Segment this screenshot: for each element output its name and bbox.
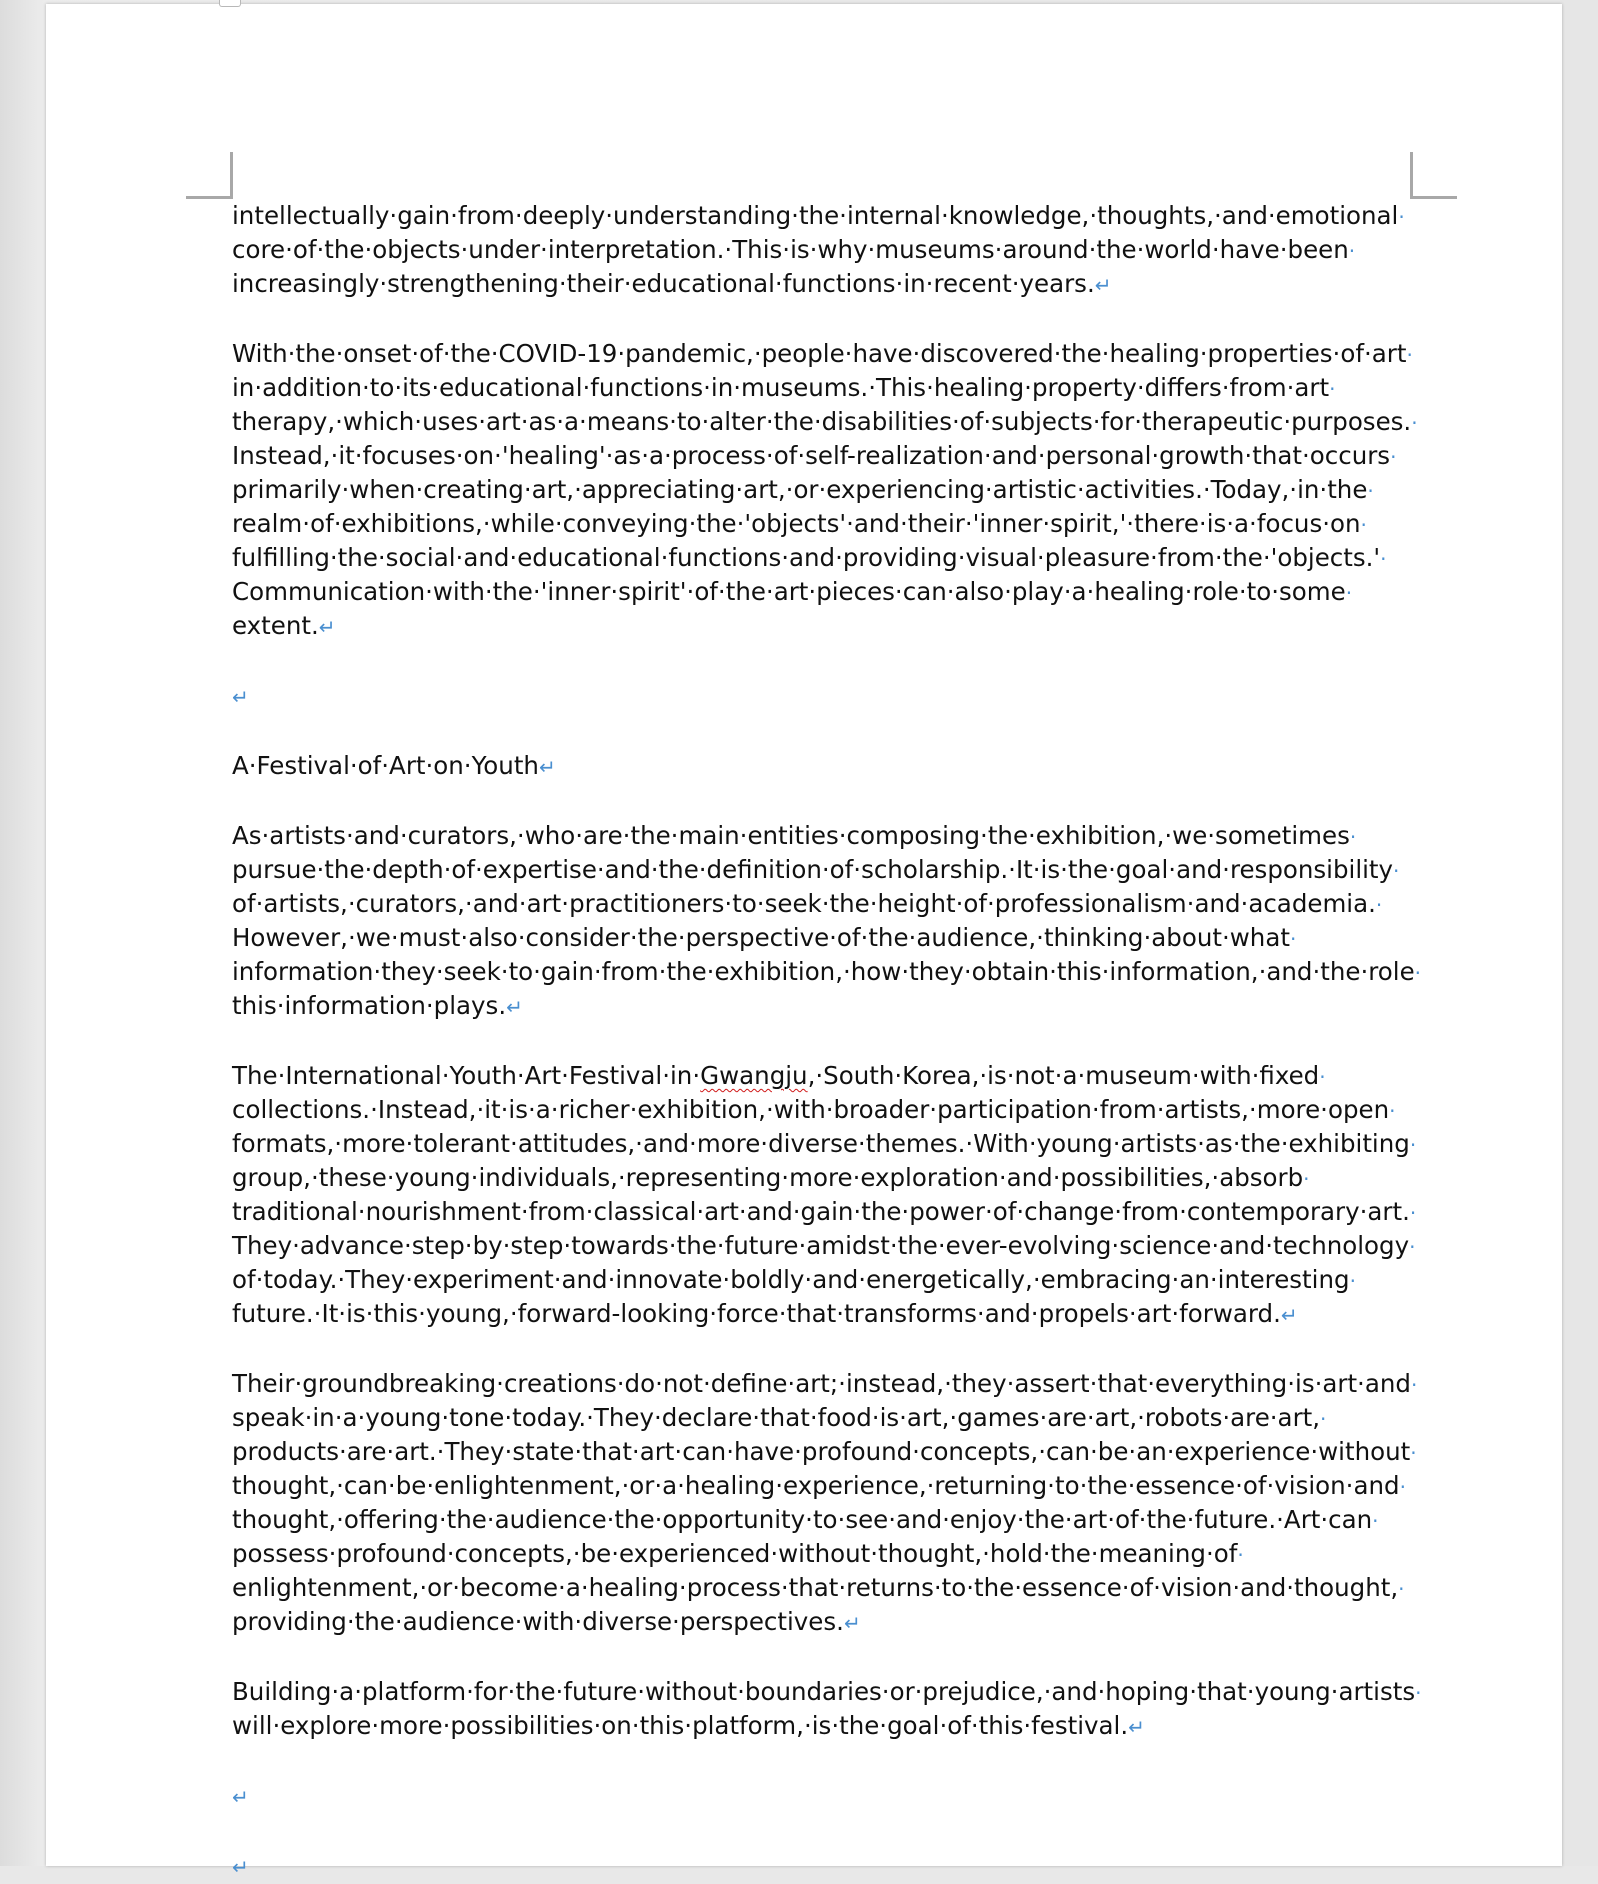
text-line[interactable]: [232, 1195, 1472, 1229]
empty-paragraph[interactable]: [232, 1849, 1472, 1883]
space-mark-icon: ·: [1398, 1577, 1405, 1601]
paragraph-mark-icon: ↵: [232, 685, 249, 709]
line-text: Communication·with·the·'inner·spirit'·of·the·art·pieces·can·also·play·a·healing·role·to·some: [232, 577, 1346, 606]
paragraph-mark-icon: ↵: [1280, 1303, 1298, 1327]
text-line[interactable]: [232, 1469, 1472, 1503]
text-line[interactable]: [232, 1401, 1472, 1435]
paragraph-spacing: [232, 713, 1472, 749]
space-mark-icon: ·: [1319, 1065, 1326, 1089]
space-mark-icon: ·: [1414, 961, 1422, 985]
paragraph-spacing: [232, 301, 1472, 337]
paragraph-mark-icon: ↵: [232, 1855, 249, 1879]
line-text: of·today.·They·experiment·and·innovate·boldly·and·energetically,·embracing·an·interesting: [232, 1265, 1350, 1294]
space-mark-icon: ·: [1389, 1099, 1396, 1123]
line-text: therapy,·which·uses·art·as·a·means·to·alter·the·disabilities·of·subjects·for·therapeutic·purposes.: [232, 407, 1412, 436]
space-mark-icon: ·: [1390, 445, 1397, 469]
line-text: will·explore·more·possibilities·on·this·platform,·is·the·goal·of·this·festival.: [232, 1711, 1129, 1740]
text-line[interactable]: [232, 371, 1472, 405]
line-text: formats,·more·tolerant·attitudes,·and·more·diverse·themes.·With·young·artists·as·the·exhibiting: [232, 1129, 1410, 1158]
space-mark-icon: ·: [1329, 377, 1336, 401]
text-line[interactable]: [232, 1605, 1472, 1639]
text-line[interactable]: [232, 267, 1472, 301]
line-text: possess·profound·concepts,·be·experienced·without·thought,·hold·the·meaning·of: [232, 1539, 1238, 1568]
line-text: The·International·Youth·Art·Festival·in·Gwangju,·South·Korea,·is·not·a·museum·with·fixed: [232, 1061, 1320, 1090]
text-line[interactable]: [232, 1675, 1472, 1709]
line-text: increasingly·strengthening·their·educational·functions·in·recent·years.: [232, 269, 1095, 298]
line-text: core·of·the·objects·under·interpretation.·This·is·why·museums·around·the·world·have·been: [232, 235, 1349, 264]
paragraph-spacing: [232, 1023, 1472, 1059]
paragraph[interactable]: [232, 1059, 1472, 1331]
space-mark-icon: ·: [1410, 1441, 1417, 1465]
text-line[interactable]: [232, 1127, 1472, 1161]
line-text: They·advance·step·by·step·towards·the·future·amidst·the·ever-evolving·science·and·technology: [232, 1231, 1410, 1260]
line-text: traditional·nourishment·from·classical·art·and·gain·the·power·of·change·from·contemporary·art.: [232, 1197, 1410, 1226]
text-line[interactable]: [232, 405, 1472, 439]
text-line[interactable]: [232, 853, 1472, 887]
space-mark-icon: ·: [1372, 1509, 1379, 1533]
paragraph-mark-icon: ↵: [1128, 1715, 1145, 1739]
line-text: in·addition·to·its·educational·functions·in·museums.·This·healing·property·differs·from·art: [232, 373, 1330, 402]
paragraph-mark-icon: ↵: [232, 1785, 249, 1809]
space-mark-icon: ·: [1349, 1269, 1356, 1293]
text-line[interactable]: [232, 1297, 1472, 1331]
space-mark-icon: ·: [1409, 1235, 1416, 1259]
line-text: information·they·seek·to·gain·from·the·exhibition,·how·they·obtain·this·information,·and·the·role: [232, 957, 1415, 986]
space-mark-icon: ·: [1398, 205, 1405, 229]
text-line[interactable]: [232, 1161, 1472, 1195]
text-line[interactable]: [232, 609, 1472, 643]
space-mark-icon: ·: [1380, 547, 1387, 571]
space-mark-icon: ·: [1237, 1543, 1244, 1567]
line-text: primarily·when·creating·art,·appreciating·art,·or·experiencing·artistic·activities.·Today,·in·the: [232, 475, 1368, 504]
text-line[interactable]: [232, 1503, 1472, 1537]
paragraph-spacing: [232, 1813, 1472, 1849]
line-text: As·artists·and·curators,·who·are·the·main·entities·composing·the·exhibition,·we·sometimes: [232, 821, 1350, 850]
paragraph-spacing: [232, 1331, 1472, 1367]
text-line[interactable]: [232, 921, 1472, 955]
text-line[interactable]: [232, 473, 1472, 507]
line-text: Their·groundbreaking·creations·do·not·define·art;·instead,·they·assert·that·everything·is·art·and: [232, 1369, 1411, 1398]
space-mark-icon: ·: [1345, 581, 1353, 605]
line-text: Building·a·platform·for·the·future·without·boundaries·or·prejudice,·and·hoping·that·young·artists: [232, 1677, 1416, 1706]
paragraph[interactable]: [232, 1675, 1472, 1743]
section-heading[interactable]: [232, 749, 1472, 783]
text-line[interactable]: [232, 887, 1472, 921]
line-text: fulfilling·the·social·and·educational·functions·and·providing·visual·pleasure·from·the·'objects.': [232, 543, 1381, 572]
paragraph-mark-icon: ↵: [1094, 273, 1112, 297]
line-text: extent.: [232, 611, 319, 640]
text-line[interactable]: [232, 541, 1472, 575]
space-mark-icon: ·: [1360, 513, 1367, 537]
empty-paragraph[interactable]: [232, 1779, 1472, 1813]
line-text: pursue·the·depth·of·expertise·and·the·definition·of·scholarship.·It·is·the·goal·and·responsibility: [232, 855, 1394, 884]
line-text: enlightenment,·or·become·a·healing·process·that·returns·to·the·essence·of·vision·and·thought,: [232, 1573, 1399, 1602]
space-mark-icon: ·: [1349, 825, 1357, 849]
line-text: However,·we·must·also·consider·the·perspective·of·the·audience,·thinking·about·what: [232, 923, 1290, 952]
line-text: Instead,·it·focuses·on·'healing'·as·a·process·of·self-realization·and·personal·growth·that·occurs: [232, 441, 1391, 470]
text-line[interactable]: [232, 1571, 1472, 1605]
space-mark-icon: ·: [1409, 1201, 1417, 1225]
text-line[interactable]: [232, 507, 1472, 541]
text-line[interactable]: [232, 233, 1472, 267]
line-text: products·are·art.·They·state·that·art·can·have·profound·concepts,·can·be·an·experience·without: [232, 1437, 1411, 1466]
paragraph-mark-icon: ↵: [843, 1611, 861, 1635]
paragraph-mark-icon: ↵: [506, 995, 523, 1019]
margin-corner-top-right: [1410, 152, 1457, 199]
empty-paragraph[interactable]: [232, 679, 1472, 713]
document-body[interactable]: [232, 199, 1472, 1883]
space-mark-icon: ·: [1303, 1167, 1310, 1191]
margin-corner-top-left: [186, 152, 233, 199]
space-mark-icon: ·: [1320, 1407, 1327, 1431]
line-text: intellectually·gain·from·deeply·understanding·the·internal·knowledge,·thoughts,·and·emotional: [232, 201, 1399, 230]
spelling-error-word[interactable]: Gwangju: [700, 1061, 808, 1090]
line-text: thought,·can·be·enlightenment,·or·a·healing·experience,·returning·to·the·essence·of·vision·and: [232, 1471, 1400, 1500]
space-mark-icon: ·: [1289, 927, 1297, 951]
text-line[interactable]: [232, 1367, 1472, 1401]
paragraph-mark-icon: ↵: [538, 755, 556, 779]
space-mark-icon: ·: [1409, 1133, 1417, 1157]
line-text: group,·these·young·individuals,·representing·more·exploration·and·possibilities,·absorb: [232, 1163, 1304, 1192]
text-line[interactable]: [232, 1435, 1472, 1469]
document-page[interactable]: [46, 4, 1562, 1879]
text-line[interactable]: [232, 955, 1472, 989]
line-text: future.·It·is·this·young,·forward-looking·force·that·transforms·and·propels·art·forward.: [232, 1299, 1281, 1328]
paragraph[interactable]: [232, 1367, 1472, 1639]
paragraph-mark-icon: ↵: [318, 615, 336, 639]
text-line[interactable]: [232, 749, 1472, 783]
space-mark-icon: ·: [1399, 1475, 1406, 1499]
text-line[interactable]: [232, 989, 1472, 1023]
text-line[interactable]: [232, 1059, 1472, 1093]
text-line[interactable]: [232, 337, 1472, 371]
space-mark-icon: ·: [1410, 1373, 1418, 1397]
text-line[interactable]: [232, 1537, 1472, 1571]
paragraph-spacing: [232, 643, 1472, 679]
text-line[interactable]: [232, 1263, 1472, 1297]
line-text: collections.·Instead,·it·is·a·richer·exhibition,·with·broader·participation·from·artists,·more·open: [232, 1095, 1390, 1124]
page-top-marker: [219, 0, 241, 7]
space-mark-icon: ·: [1406, 343, 1413, 367]
line-text: A·Festival·of·Art·on·Youth: [232, 751, 539, 780]
line-text: speak·in·a·young·tone·today.·They·declare·that·food·is·art,·games·are·art,·robots·are·art,: [232, 1403, 1321, 1432]
space-mark-icon: ·: [1393, 859, 1400, 883]
line-text: providing·the·audience·with·diverse·perspectives.: [232, 1607, 844, 1636]
space-mark-icon: ·: [1348, 239, 1356, 263]
text-line[interactable]: [232, 1709, 1472, 1743]
line-text: this·information·plays.: [232, 991, 507, 1020]
text-line[interactable]: [232, 575, 1472, 609]
line-text: With·the·onset·of·the·COVID-19·pandemic,·people·have·discovered·the·healing·properties·of·art: [232, 339, 1407, 368]
space-mark-icon: ·: [1375, 893, 1383, 917]
space-mark-icon: ·: [1367, 479, 1374, 503]
line-text: thought,·offering·the·audience·the·opportunity·to·see·and·enjoy·the·art·of·the·future.·Art·can: [232, 1505, 1373, 1534]
space-mark-icon: ·: [1411, 411, 1418, 435]
text-line[interactable]: [232, 1093, 1472, 1127]
line-text: of·artists,·curators,·and·art·practitioners·to·seek·the·height·of·professionalism·and·academia.: [232, 889, 1376, 918]
text-line[interactable]: [232, 1229, 1472, 1263]
paragraph-spacing: [232, 1639, 1472, 1675]
text-line[interactable]: [232, 819, 1472, 853]
paragraph[interactable]: [232, 337, 1472, 643]
text-line[interactable]: [232, 439, 1472, 473]
space-mark-icon: ·: [1415, 1681, 1422, 1705]
line-text: realm·of·exhibitions,·while·conveying·the·'objects'·and·their·'inner·spirit,'·there·is·a·focus·on: [232, 509, 1361, 538]
paragraph-spacing: [232, 1743, 1472, 1779]
paragraph[interactable]: [232, 199, 1472, 301]
paragraph[interactable]: [232, 819, 1472, 1023]
text-line[interactable]: [232, 199, 1472, 233]
paragraph-spacing: [232, 783, 1472, 819]
